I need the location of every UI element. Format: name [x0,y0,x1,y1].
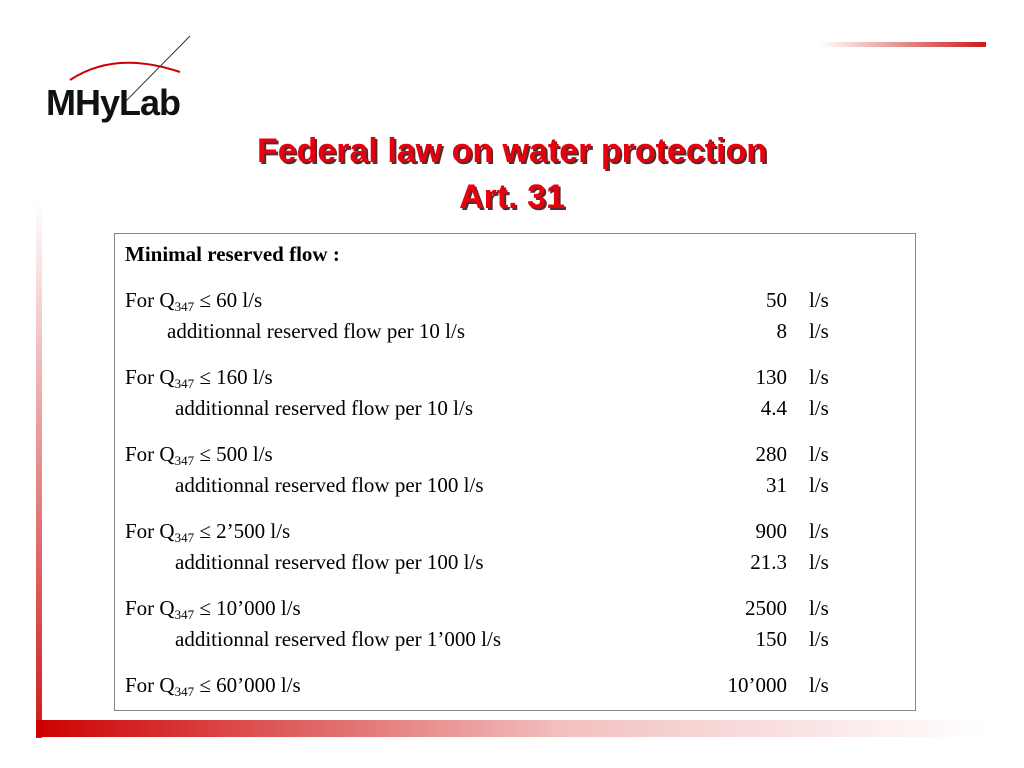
flow-group [115,673,915,704]
condition-prefix: For Q [125,442,175,466]
flow-unit: l/s [809,288,829,312]
flow-group [115,519,915,581]
flow-group [115,365,915,427]
condition-prefix: For Q [125,288,175,312]
condition-subscript: 347 [174,530,195,545]
condition-subscript: 347 [174,299,195,314]
condition-text: ≤ 10’000 l/s [194,596,301,620]
additional-unit: l/s [809,319,829,343]
flow-unit: l/s [809,365,829,389]
flow-row [115,442,915,473]
flow-value: 130 [755,365,787,389]
condition-text: ≤ 500 l/s [194,442,273,466]
additional-label: additionnal reserved flow per 100 l/s [175,550,484,574]
flow-row [115,365,915,396]
additional-unit: l/s [809,627,829,651]
title-line-1: Federal law on water protection [256,132,768,170]
flow-group [115,288,915,350]
additional-label: additionnal reserved flow per 100 l/s [175,473,484,497]
condition-prefix: For Q [125,365,175,389]
condition-text: ≤ 60 l/s [194,288,263,312]
flow-value: 280 [755,442,787,466]
condition-label [125,519,290,544]
additional-unit: l/s [809,550,829,574]
flow-group [115,596,915,658]
flow-group [115,442,915,504]
additional-value: 150 [755,627,787,651]
additional-row [115,550,915,581]
condition-subscript: 347 [174,453,195,468]
condition-label [125,673,301,698]
flow-row [115,519,915,550]
additional-value: 4.4 [760,396,787,420]
top-accent-line [820,42,986,47]
condition-subscript: 347 [174,607,195,622]
additional-unit: l/s [809,396,829,420]
flow-unit: l/s [809,673,829,697]
condition-label [125,365,273,390]
additional-value: 8 [776,319,787,343]
logo-text: MHyLab [46,82,181,123]
condition-text: ≤ 60’000 l/s [194,673,301,697]
condition-text: ≤ 2’500 l/s [194,519,291,543]
additional-value: 21.3 [750,550,787,574]
table-heading: Minimal reserved flow : [125,242,340,266]
condition-label [125,596,301,621]
additional-value: 31 [766,473,787,497]
condition-prefix: For Q [125,673,175,697]
flow-row [115,288,915,319]
title-line-2: Art. 31 [459,178,565,216]
additional-row [115,396,915,427]
condition-label [125,288,262,313]
condition-label [125,442,273,467]
reserved-flow-table [114,233,916,711]
condition-subscript: 347 [174,376,195,391]
logo [40,30,210,130]
flow-unit: l/s [809,596,829,620]
additional-row [115,319,915,350]
bottom-accent-bar [36,720,986,737]
flow-value: 50 [766,288,787,312]
additional-label: additionnal reserved flow per 10 l/s [167,319,465,343]
flow-row [115,596,915,627]
condition-prefix: For Q [125,519,175,543]
additional-label: additionnal reserved flow per 10 l/s [175,396,473,420]
page-title [0,128,1024,220]
flow-unit: l/s [809,442,829,466]
flow-value: 10’000 [727,673,787,697]
condition-subscript: 347 [174,684,195,699]
flow-value: 900 [755,519,787,543]
flow-unit: l/s [809,519,829,543]
left-accent-bar [36,200,42,738]
additional-label: additionnal reserved flow per 1’000 l/s [175,627,501,651]
flow-row [115,673,915,704]
condition-prefix: For Q [125,596,175,620]
additional-row [115,627,915,658]
additional-row [115,473,915,504]
condition-text: ≤ 160 l/s [194,365,273,389]
additional-unit: l/s [809,473,829,497]
flow-value: 2500 [745,596,787,620]
